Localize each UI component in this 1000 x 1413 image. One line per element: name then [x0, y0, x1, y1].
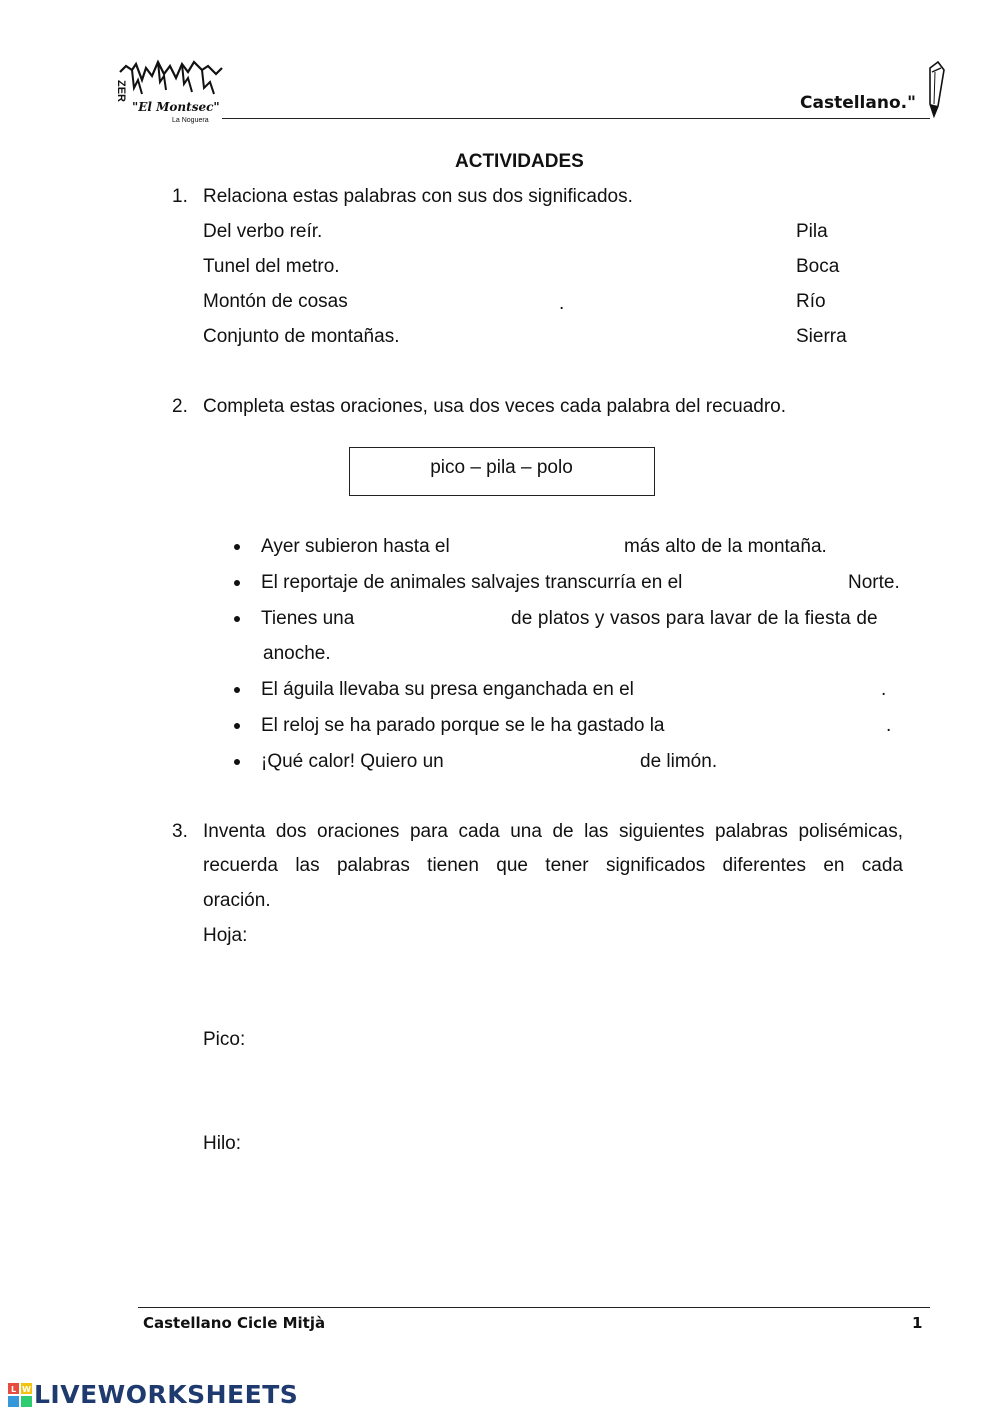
sentence-2-end: Norte.: [848, 572, 900, 593]
page-title: ACTIVIDADES: [455, 151, 584, 172]
answer-area-hoja[interactable]: [203, 952, 903, 1022]
stray-mark: .: [559, 293, 565, 314]
word-item[interactable]: Río: [796, 291, 826, 312]
exercise-3-number: 3.: [172, 821, 188, 842]
answer-area-pico[interactable]: [203, 1056, 903, 1126]
subject-header: Castellano.": [800, 93, 916, 113]
sentence-6-start: ¡Qué calor! Quiero un: [261, 751, 444, 772]
sentence-5-start: El reloj se ha parado porque se le ha gastado la: [261, 715, 665, 736]
exercise-3-line-3: oración.: [203, 890, 271, 911]
sentence-3-middle: de platos y vasos para lavar de la fiesta de: [511, 608, 878, 629]
sentence-3-end: anoche.: [263, 643, 331, 664]
answer-blank-1[interactable]: [468, 534, 616, 560]
word-item[interactable]: Sierra: [796, 326, 847, 347]
word-label-hoja: Hoja:: [203, 925, 248, 946]
answer-blank-6[interactable]: [461, 749, 633, 775]
brand-name[interactable]: LIVEWORKSHEETS: [34, 1380, 299, 1409]
sentence-6-end: de limón.: [640, 751, 718, 772]
logo-subtitle: La Noguera: [172, 117, 209, 124]
sentence-4-start: El águila llevaba su presa enganchada en el: [261, 679, 634, 700]
definition-item: Tunel del metro.: [203, 256, 340, 277]
footer-text: Castellano Cicle Mitjà: [143, 1314, 326, 1332]
logo-school-name: "El Montsec": [132, 100, 220, 114]
logo-zer: ZER: [115, 80, 127, 102]
school-logo: [112, 58, 227, 130]
pencil-icon: [926, 60, 948, 118]
page-number: 1: [912, 1314, 923, 1332]
sentence-1-end: más alto de la montaña.: [624, 536, 827, 557]
word-label-pico: Pico:: [203, 1029, 246, 1050]
exercise-2-instruction: Completa estas oraciones, usa dos veces cada palabra del recuadro.: [203, 396, 787, 417]
word-label-hilo: Hilo:: [203, 1133, 242, 1154]
exercise-1-number: 1.: [172, 186, 188, 207]
sentence-3-start: Tienes una: [261, 608, 355, 629]
answer-blank-5[interactable]: [694, 713, 882, 739]
answer-blank-2[interactable]: [714, 570, 842, 596]
definition-item: Del verbo reír.: [203, 221, 323, 242]
word-bank-box: [349, 447, 655, 496]
word-item[interactable]: Pila: [796, 221, 828, 242]
svg-text:W: W: [22, 1385, 31, 1394]
mountain-logo-icon: [118, 58, 226, 100]
answer-blank-4[interactable]: [662, 677, 876, 703]
word-bank-text: pico – pila – polo: [430, 457, 573, 478]
bullet: [234, 687, 240, 693]
exercise-2-number: 2.: [172, 396, 188, 417]
exercise-3-line-2: recuerda las palabras tienen que tener significados diferentes en cada: [203, 855, 903, 876]
liveworksheets-logo-icon: [8, 1383, 32, 1407]
svg-text:L: L: [10, 1385, 17, 1394]
sentence-4-end: .: [881, 679, 887, 700]
exercise-1-instruction: Relaciona estas palabras con sus dos significados.: [203, 186, 633, 207]
answer-blank-3[interactable]: [368, 606, 506, 632]
bullet: [234, 544, 240, 550]
header-rule: [222, 118, 930, 119]
footer-rule: [138, 1307, 930, 1308]
sentence-2-start: El reportaje de animales salvajes transcurría en el: [261, 572, 683, 593]
bullet: [234, 759, 240, 765]
definition-item: Montón de cosas: [203, 291, 348, 312]
word-item[interactable]: Boca: [796, 256, 840, 277]
bullet: [234, 580, 240, 586]
sentence-1-start: Ayer subieron hasta el: [261, 536, 450, 557]
definition-item: Conjunto de montañas.: [203, 326, 400, 347]
bullet: [234, 723, 240, 729]
bullet: [234, 616, 240, 622]
answer-area-hilo[interactable]: [203, 1160, 903, 1260]
sentence-5-end: .: [886, 715, 892, 736]
exercise-3-line-1: Inventa dos oraciones para cada una de las siguientes palabras polisémicas,: [203, 821, 903, 842]
